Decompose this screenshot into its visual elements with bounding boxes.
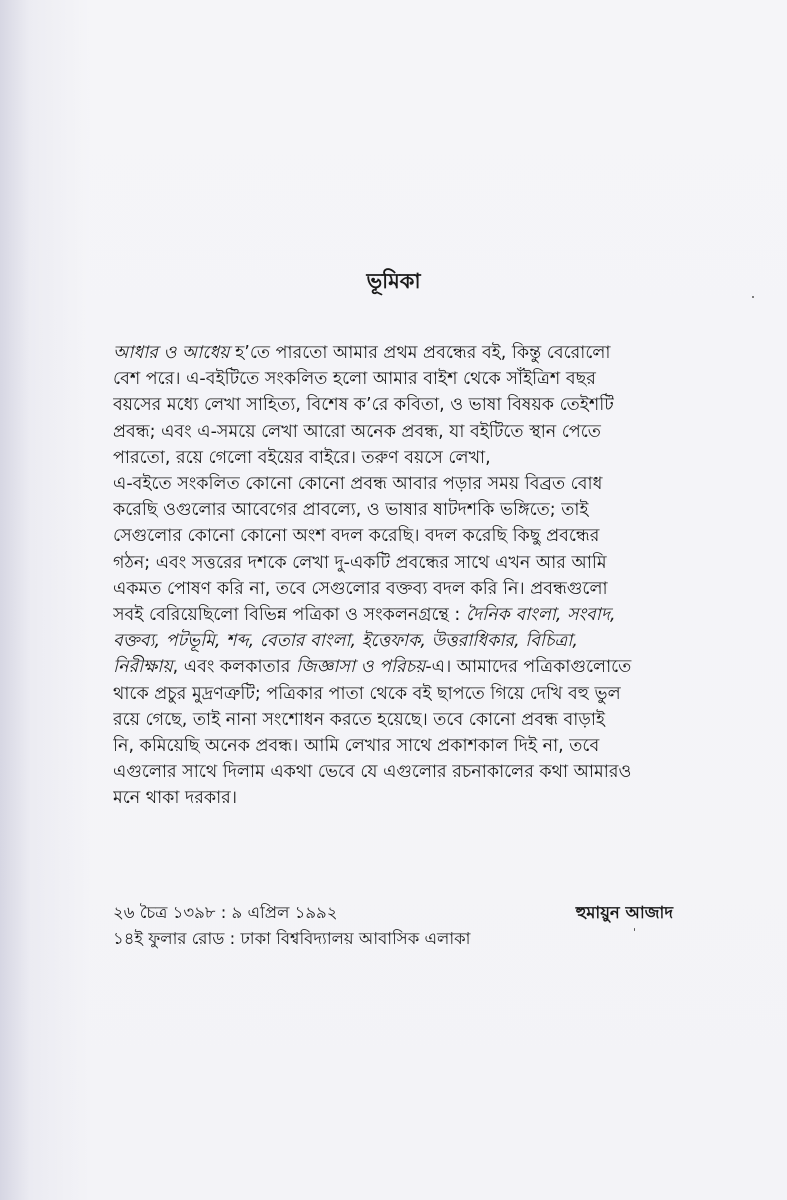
text-line xyxy=(113,602,688,628)
text-line: একমত পোষণ করি না, তবে সেগুলোর বক্তব্য বদল করি নি। প্রবন্ধগুলো xyxy=(113,578,608,599)
text-line: বয়সের মধ্যে লেখা সাহিত্য, বিশেষ ক’রে কবিতা, ও ভাষা বিষয়ক তেইশটি xyxy=(113,395,614,416)
text-line: রয়ে গেছে, তাই নানা সংশোধন করতে হয়েছে। তবে কোনো প্রবন্ধ বাড়াই xyxy=(113,709,605,730)
address-line: ১৪ই ফুলার রোড : ঢাকা বিশ্ববিদ্যালয় আবাসিক এলাকা xyxy=(113,929,471,948)
publication-names-italic: বক্তব্য, পটভূমি, শব্দ, বেতার বাংলা, ইত্তেফাক, উত্তরাধিকার, বিচিত্রা, xyxy=(113,631,578,652)
text-line: পারতো, রয়ে গেলো বইয়ের বাইরে। তরুণ বয়সে লেখা, xyxy=(113,447,491,468)
text-line: প্রবন্ধ; এবং এ-সময়ে লেখা আরো অনেক প্রবন্ধ, যা বইটিতে স্থান পেতে xyxy=(113,421,601,442)
paper-speck xyxy=(634,928,635,931)
text-line: নি, কমিয়েছি অনেক প্রবন্ধ। আমি লেখার সাথে প্রকাশকাল দিই না, তবে xyxy=(113,736,600,757)
text-line xyxy=(113,340,688,366)
text-line: মনে থাকা দরকার। xyxy=(113,788,238,809)
text-line: থাকে প্রচুর মুদ্রণত্রুটি; পত্রিকার পাতা থেকে বই ছাপতে গিয়ে দেখি বহু ভুল xyxy=(113,683,621,704)
text-line: গঠন; এবং সত্তরের দশকে লেখা দু-একটি প্রবন্ধের সাথে এখন আর আমি xyxy=(113,552,607,573)
text-segment: , এবং কলকাতার xyxy=(172,657,296,678)
signature-block xyxy=(113,900,673,952)
page-title: ভূমিকা xyxy=(366,269,421,293)
book-title-italic: আধার ও আধেয় xyxy=(113,343,230,363)
text-segment: -এ। আমাদের পত্রিকাগুলোতে xyxy=(425,657,632,678)
publication-names-italic: দৈনিক বাংলা, সংবাদ, xyxy=(465,605,616,626)
date-author-row xyxy=(113,900,673,926)
publication-name-italic: নিরীক্ষায় xyxy=(113,657,173,678)
address-row xyxy=(113,926,673,952)
text-line: এগুলোর সাথে দিলাম একথা ভেবে যে এগুলোর রচনাকালের কথা আমারও xyxy=(113,762,632,783)
author-name: হুমায়ুন আজাদ xyxy=(575,903,673,922)
text-line: এ-বইতে সংকলিত কোনো কোনো প্রবন্ধ আবার পড়ার সময় বিব্রত বোধ xyxy=(113,474,603,495)
preface-paragraph xyxy=(113,340,688,812)
publication-name-italic: জিজ্ঞাসা ও পরিচয় xyxy=(295,657,426,678)
text-line: সেগুলোর কোনো কোনো অংশ বদল করেছি। বদল করেছি কিছু প্রবন্ধের xyxy=(113,526,600,547)
text-line: বেশ পরে। এ-বইটিতে সংকলিত হলো আমার বাইশ থেকে সাঁইত্রিশ বছর xyxy=(113,369,596,390)
text-segment: হ’তে পারতো আমার প্রথম প্রবন্ধের বই, কিন্তু বেরোলো xyxy=(229,343,611,363)
paper-speck xyxy=(752,296,754,298)
date-line: ২৬ চৈত্র ১৩৯৮ : ৯ এপ্রিল ১৯৯২ xyxy=(113,903,338,922)
text-line: করেছি ওগুলোর আবেগের প্রাবল্যে, ও ভাষার ষাটদশকি ভঙ্গিতে; তাই xyxy=(113,500,589,521)
text-segment: সবই বেরিয়েছিলো বিভিন্ন পত্রিকা ও সংকলনগ্রন্থে : xyxy=(113,605,466,626)
text-line xyxy=(113,654,688,680)
